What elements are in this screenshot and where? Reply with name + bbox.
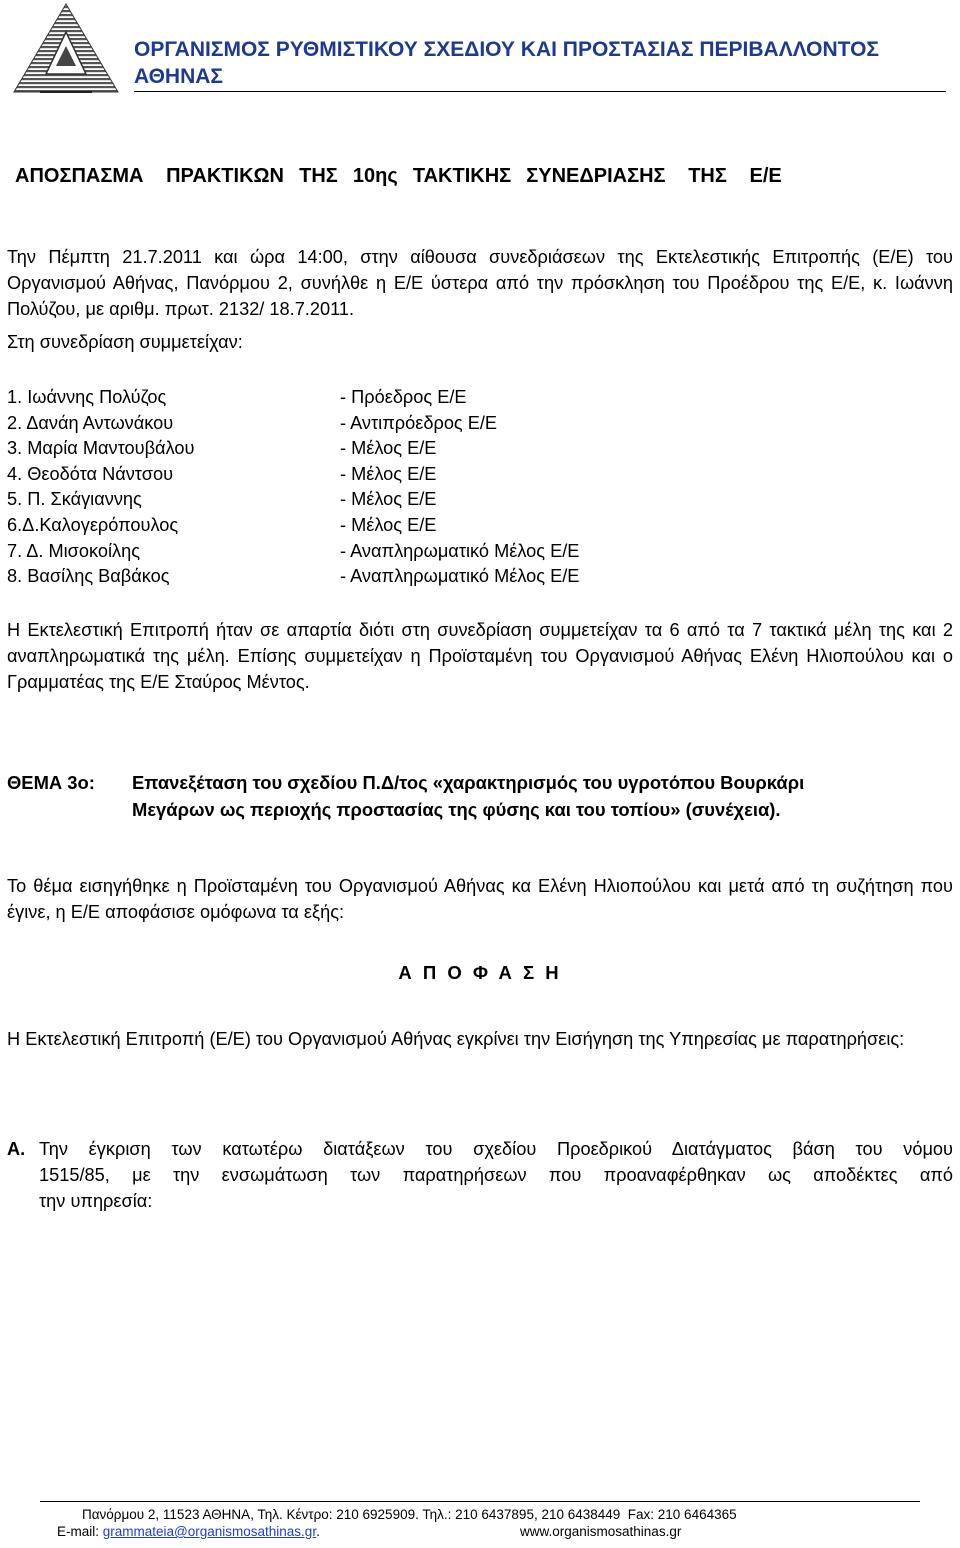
email-suffix: . [316, 1524, 320, 1539]
member-role: - Πρόεδρος Ε/Ε [340, 387, 467, 407]
topic-label: ΘΕΜΑ 3ο: [7, 772, 95, 793]
triangular-pyramid-logo-icon [10, 2, 120, 96]
list-item [7, 385, 953, 411]
member-role: - Αναπληρωματικό Μέλος Ε/Ε [340, 540, 580, 561]
member-role: - Μέλος Ε/Ε [340, 438, 437, 459]
list-item [7, 539, 953, 565]
member-name: 7. Δ. Μισοκοίλης [7, 540, 141, 561]
member-name: 5. Π. Σκάγιαννης [7, 489, 142, 510]
member-role: - Αντιπρόεδρος Ε/Ε [340, 412, 498, 433]
website-link[interactable]: www.organismosathinas.gr [520, 1524, 682, 1539]
document-title: ΑΠΟΣΠΑΣΜΑ ΠΡΑΚΤΙΚΩΝ ΤΗΣ 10ης ΤΑΚΤΙΚΗΣ ΣΥΝΕΔΡΙΑΣΗΣ ΤΗΣ Ε/Ε [15, 165, 782, 187]
item-a-label: Α. [7, 1139, 26, 1159]
member-name: 2. Δανάη Αντωνάκου [7, 412, 174, 433]
member-role: - Αναπληρωματικό Μέλος Ε/Ε [340, 566, 580, 587]
email-link[interactable]: grammateia@organismosathinas.gr [102, 1524, 317, 1539]
attendance-label: Στη συνεδρίαση συμμετείχαν: [7, 332, 243, 352]
list-item [7, 436, 953, 462]
member-name: 1. Ιωάννης Πολύζος [7, 387, 167, 407]
footer-address: Πανόρμου 2, 11523 ΑΘΗΝΑ, Τηλ. Κέντρο: 210 6925909. Τηλ.: 210 6437895, 210 6438449 Fax: 210 6464365 [82, 1507, 737, 1522]
intro-paragraph: Την Πέμπτη 21.7.2011 και ώρα 14:00, στην αίθουσα συνεδριάσεων της Εκτελεστικής Επιτροπής (Ε/Ε) του Οργανισμού Αθήνας, Πανόρμου 2, συνήλθε η Ε/Ε ύστερα από την πρόσκληση του Προέδρου της Ε/Ε, κ. Ιωάννη Πολύζου, με αριθμ. πρωτ. 2132/ 18.7.2011. [7, 247, 953, 319]
member-name: 8. Βασίλης Βαβάκος [7, 566, 170, 587]
item-a-text [39, 1136, 953, 1214]
members-list [7, 385, 953, 590]
list-item [7, 462, 953, 488]
email-label: E-mail: [57, 1524, 103, 1539]
member-name: 6.Δ.Καλογερόπουλος [7, 514, 179, 535]
quorum-paragraph: Η Εκτελεστική Επιτροπή ήταν σε απαρτία διότι στη συνεδρίαση συμμετείχαν τα 6 από τα 7 τακτικά μέλη της και 2 αναπληρωματικά της μέλη. Επίσης συμμετείχαν η Προϊσταμένη του Οργανισμού Αθήνας Ελένη Ηλιοπούλου και ο Γραμματέας της Ε/Ε Σταύρος Μέντος. [7, 620, 953, 692]
topic-title-line-2: Μεγάρων ως περιοχής προστασίας της φύσης και του τοπίου» (συνέχεια). [132, 799, 781, 820]
footer-divider [40, 1501, 920, 1502]
header-divider [134, 91, 946, 92]
member-name: 4. Θεοδότα Νάντσου [7, 463, 174, 484]
decision-title: Α Π Ο Φ Α Σ Η [398, 962, 562, 983]
organization-name: ΟΡΓΑΝΙΣΜΟΣ ΡΥΘΜΙΣΤΙΚΟΥ ΣΧΕΔΙΟΥ ΚΑΙ ΠΡΟΣΤΑΣΙΑΣ ΠΕΡΙΒΑΛΛΟΝΤΟΣ ΑΘΗΝΑΣ [134, 38, 880, 88]
member-name: 3. Μαρία Μαντουβάλου [7, 438, 195, 459]
item-a-line-1: Την έγκριση των κατωτέρω διατάξεων του σχεδίου Προεδρικού Διατάγματος βάση του νόμου [39, 1139, 953, 1159]
footer-contact [0, 1523, 960, 1541]
organization-logo [10, 2, 120, 96]
list-item [7, 564, 953, 590]
member-role: - Μέλος Ε/Ε [340, 514, 437, 535]
decision-paragraph: Η Εκτελεστική Επιτροπή (Ε/Ε) του Οργανισμού Αθήνας εγκρίνει την Εισήγηση της Υπηρεσίας με παρατηρήσεις: [7, 1029, 905, 1049]
item-a-line-3: την υπηρεσία: [39, 1191, 153, 1211]
item-a-line-2: 1515/85, με την ενσωμάτωση των παρατηρήσεων που προαναφέρθηκαν ως αποδέκτες από [39, 1165, 953, 1185]
list-item [7, 411, 953, 437]
topic-title-line-1: Επανεξέταση του σχεδίου Π.Δ/τος «χαρακτηρισμός του υγροτόπου Βουρκάρι [132, 772, 805, 793]
proposal-paragraph: Το θέμα εισηγήθηκε η Προϊσταμένη του Οργανισμού Αθήνας κα Ελένη Ηλιοπούλου και μετά από τη συζήτηση που έγινε, η Ε/Ε αποφάσισε ομόφωνα τα εξής: [7, 876, 953, 922]
member-role: - Μέλος Ε/Ε [340, 489, 437, 510]
list-item [7, 513, 953, 539]
member-role: - Μέλος Ε/Ε [340, 463, 437, 484]
list-item [7, 487, 953, 513]
